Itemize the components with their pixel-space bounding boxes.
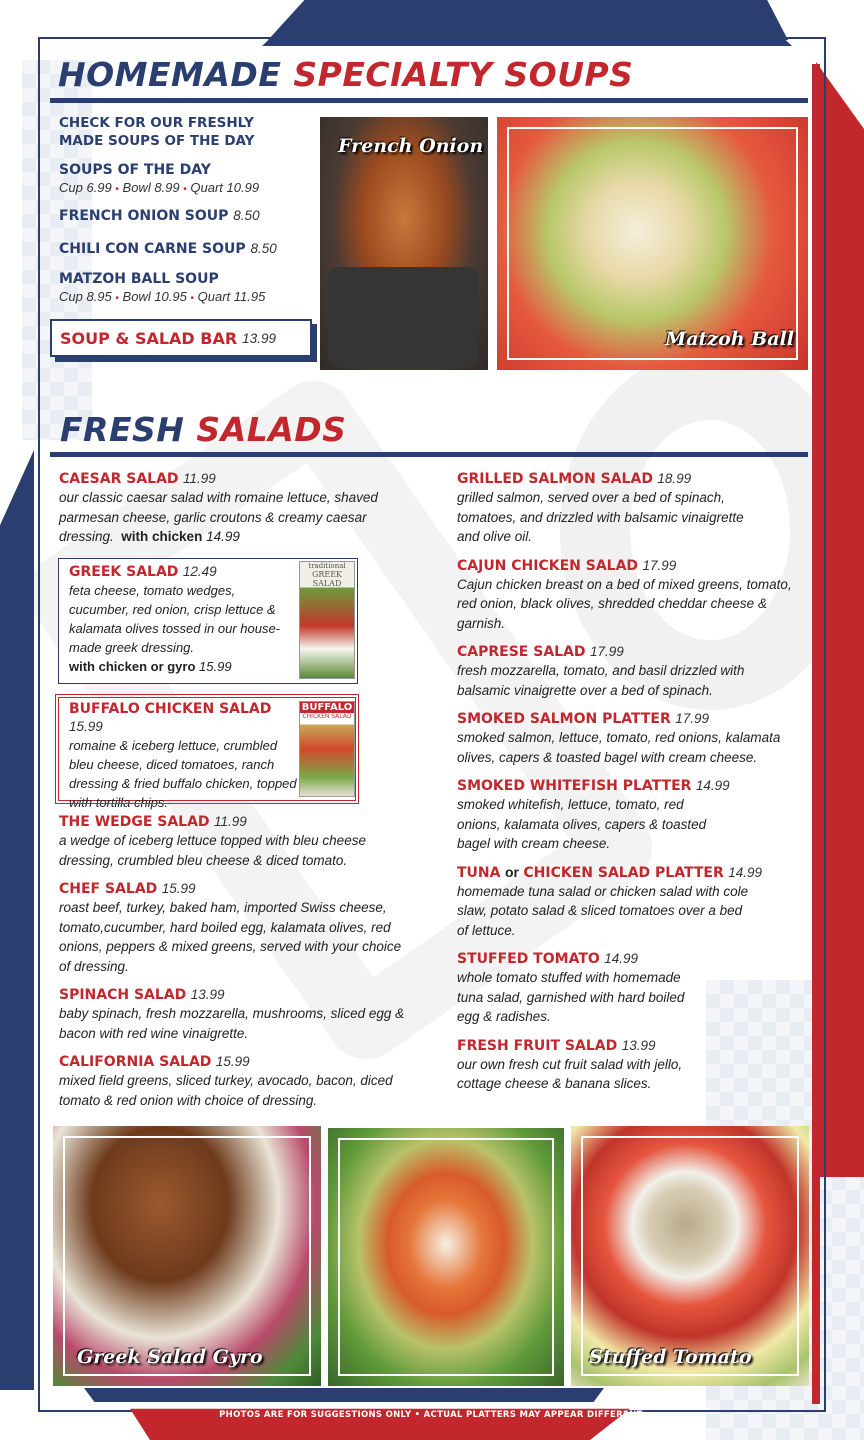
soups-heading-a: HOMEMADE — [58, 55, 282, 94]
stuffed-tomato-caption: Stuffed Tomato — [589, 1346, 752, 1368]
soup-cup-price: Cup 6.99 — [59, 180, 112, 195]
thumb-label-1: BUFFALO — [301, 702, 353, 713]
item-or: or — [504, 863, 519, 880]
soup-name: SOUPS OF THE DAY — [59, 162, 211, 178]
smoked-salmon-platter — [457, 710, 807, 767]
soup-item-french-onion — [59, 207, 319, 225]
item-name: GRILLED SALMON SALAD — [457, 471, 653, 487]
soups-intro — [59, 114, 319, 150]
soup-item-matzoh — [59, 270, 319, 304]
item-price: 15.99 — [215, 1054, 250, 1069]
photo-frame — [338, 1138, 554, 1376]
item-price: 13.99 — [190, 987, 225, 1002]
item-desc: roast beef, turkey, baked ham, imported Swiss cheese, tomato,cucumber, hard boiled egg, kalamata olives, red onions, peppers & mixed greens, served with your choice of dressing. — [59, 900, 402, 974]
item-name: STUFFED TOMATO — [457, 951, 600, 967]
item-price: 17.99 — [589, 644, 624, 659]
item-name: SMOKED SALMON PLATTER — [457, 711, 671, 727]
soup-quart-price: Quart 11.95 — [197, 289, 266, 304]
matzoh-ball-caption: Matzoh Ball — [665, 328, 794, 350]
item-desc: homemade tuna salad or chicken salad with cole slaw, potato salad & sliced tomatoes over a bed of lettuce. — [457, 883, 749, 938]
bullet-dot: • — [183, 184, 187, 195]
item-desc: grilled salmon, served over a bed of spinach, tomatoes, and drizzled with balsamic vinaigrette and olive oil. — [457, 490, 744, 544]
thumb-label-1: traditional — [308, 562, 346, 570]
buffalo-salad-thumbnail — [299, 701, 355, 797]
soup-sizes — [59, 289, 319, 304]
item-desc: our own fresh cut fruit salad with jello, cottage cheese & banana slices. — [457, 1056, 683, 1091]
soups-intro-line1: CHECK FOR OUR FRESHLY — [59, 115, 254, 131]
soup-cup-price: Cup 8.95 — [59, 289, 112, 304]
soup-bowl-price: Bowl 8.99 — [122, 180, 180, 195]
caesar-salad — [59, 470, 409, 547]
item-name: CHEF SALAD — [59, 881, 158, 897]
item-price: 11.99 — [214, 814, 247, 829]
item-name: BUFFALO CHICKEN SALAD — [69, 701, 272, 717]
soup-salad-bar-price: 13.99 — [242, 330, 276, 346]
stuffed-tomato-photo — [571, 1126, 809, 1386]
item-name: CAJUN CHICKEN SALAD — [457, 557, 639, 574]
footer-disclaimer: PHOTOS ARE FOR SUGGESTIONS ONLY • ACTUAL PLATTERS MAY APPEAR DIFFERENT. — [219, 1410, 645, 1420]
item-name: SMOKED WHITEFISH PLATTER — [457, 778, 692, 794]
salads-heading — [60, 410, 346, 449]
item-desc-text: our classic caesar salad with romaine lettuce, shaved parmesan cheese, garlic croutons & creamy caesar dressing. — [59, 490, 378, 544]
salads-right-column — [457, 470, 807, 1104]
item-desc: romaine & iceberg lettuce, crumbled bleu cheese, diced tomatoes, ranch dressing & fried buffalo chicken, topped with tortilla chips. — [69, 738, 297, 810]
item-extra-price: 15.99 — [199, 659, 232, 674]
stuffed-tomato — [457, 950, 807, 1027]
caprese-salad — [457, 643, 807, 700]
item-price: 18.99 — [657, 471, 692, 486]
thumb-label-2: GREEK SALAD — [311, 570, 343, 588]
item-desc: baby spinach, fresh mozzarella, mushrooms, sliced egg & bacon with red wine vinaigrette. — [59, 1006, 405, 1041]
soup-name: MATZOH BALL SOUP — [59, 271, 219, 287]
soups-heading — [58, 55, 633, 94]
item-name-b: CHICKEN SALAD PLATTER — [523, 864, 724, 881]
item-name: CAPRESE SALAD — [457, 644, 586, 660]
left-blue-band — [0, 450, 34, 1390]
spinach-salad — [59, 986, 409, 1043]
french-onion-photo — [320, 117, 488, 370]
item-name: CAESAR SALAD — [59, 471, 179, 487]
soup-name: CHILI CON CARNE SOUP — [59, 241, 246, 257]
bullet-dot: • — [115, 293, 119, 304]
soup-salad-bar-name: SOUP & SALAD BAR — [60, 328, 238, 348]
item-extra-label: with chicken — [121, 529, 203, 544]
bullet-dot: • — [115, 184, 119, 195]
soups-heading-b: SPECIALTY SOUPS — [293, 55, 634, 94]
item-desc: feta cheese, tomato wedges, cucumber, red onion, crisp lettuce & kalamata olives tossed in our house-made greek dressing. — [69, 583, 281, 655]
salads-heading-rule — [50, 452, 808, 457]
grilled-salmon-salad — [457, 470, 807, 547]
greek-salad-gyro-photo — [53, 1126, 321, 1386]
soup-quart-price: Quart 10.99 — [190, 180, 260, 195]
buffalo-chicken-salad-photo — [328, 1128, 564, 1386]
french-onion-caption: French Onion — [338, 135, 484, 157]
soup-bowl-price: Bowl 10.95 — [122, 289, 187, 304]
tuna-chicken-salad-platter — [457, 864, 807, 941]
item-price: 15.99 — [161, 881, 196, 896]
item-price: 14.99 — [695, 778, 730, 793]
greek-salad-thumbnail — [299, 561, 355, 679]
cajun-chicken-salad — [457, 557, 807, 634]
soup-item-day — [59, 161, 319, 195]
soup-salad-bar-box — [50, 319, 312, 357]
item-desc — [59, 488, 409, 547]
matzoh-ball-photo — [497, 117, 808, 370]
item-price: 14.99 — [604, 951, 639, 966]
soups-intro-line2: MADE SOUPS OF THE DAY — [59, 133, 255, 149]
soups-heading-rule — [50, 98, 808, 103]
item-extra — [69, 657, 287, 677]
item-price: 11.99 — [183, 471, 216, 486]
item-extra-price: 14.99 — [206, 529, 240, 544]
soup-crock — [328, 267, 478, 367]
greek-salad-gyro-caption: Greek Salad Gyro — [77, 1346, 263, 1368]
soup-name: FRENCH ONION SOUP — [59, 208, 229, 224]
salads-heading-a: FRESH — [60, 410, 185, 449]
item-name: CALIFORNIA SALAD — [59, 1054, 212, 1070]
item-name-a: TUNA — [457, 864, 501, 881]
item-desc: mixed field greens, sliced turkey, avocado, bacon, diced tomato & red onion with choice of dressing. — [59, 1073, 393, 1108]
greek-salad-box — [58, 558, 358, 684]
fresh-fruit-salad — [457, 1037, 807, 1094]
buffalo-chicken-salad-box — [58, 697, 356, 810]
item-price: 17.99 — [642, 557, 677, 573]
bottom-blue-stripe — [84, 1388, 604, 1402]
soup-sizes — [59, 180, 319, 195]
item-desc: smoked whitefish, lettuce, tomato, red onions, kalamata olives, capers & toasted bagel with cream cheese. — [457, 797, 707, 851]
item-desc: Cajun chicken breast on a bed of mixed greens, tomato, red onion, black olives, shredded cheddar cheese & garnish. — [457, 576, 792, 631]
item-price: 13.99 — [621, 1037, 656, 1053]
salads-left-column-lower — [59, 813, 409, 1120]
top-blue-band — [268, 0, 788, 40]
california-salad — [59, 1053, 409, 1110]
photo-frame — [507, 127, 798, 360]
item-name: SPINACH SALAD — [59, 987, 187, 1003]
item-desc: whole tomato stuffed with homemade tuna salad, garnished with hard boiled egg & radishes. — [457, 970, 685, 1024]
wedge-salad — [59, 813, 409, 870]
item-desc: smoked salmon, lettuce, tomato, red onions, kalamata olives, capers & toasted bagel with cream cheese. — [457, 730, 781, 765]
item-extra-label: with chicken or gyro — [69, 659, 196, 674]
item-name: FRESH FRUIT SALAD — [457, 1037, 618, 1054]
soup-price: 8.50 — [250, 241, 277, 256]
soup-item-chili — [59, 240, 319, 258]
item-price: 12.49 — [182, 564, 217, 579]
item-price: 15.99 — [69, 719, 103, 734]
item-price: 14.99 — [728, 864, 762, 880]
item-desc: fresh mozzarella, tomato, and basil drizzled with balsamic vinaigrette over a bed of spinach. — [457, 663, 745, 698]
thumb-label-2: CHICKEN SALAD — [302, 713, 352, 720]
item-name: THE WEDGE SALAD — [59, 814, 210, 830]
item-name: GREEK SALAD — [69, 564, 179, 580]
item-desc: a wedge of iceberg lettuce topped with bleu cheese dressing, crumbled bleu cheese & diced tomato. — [59, 833, 366, 868]
smoked-whitefish-platter — [457, 777, 807, 854]
photo-frame — [581, 1136, 799, 1376]
soup-price: 8.50 — [233, 208, 260, 223]
photo-frame — [63, 1136, 311, 1376]
bullet-dot: • — [190, 293, 194, 304]
salads-heading-b: SALADS — [196, 410, 347, 449]
soups-list — [59, 114, 319, 304]
chef-salad — [59, 880, 409, 976]
item-price: 17.99 — [675, 711, 710, 726]
